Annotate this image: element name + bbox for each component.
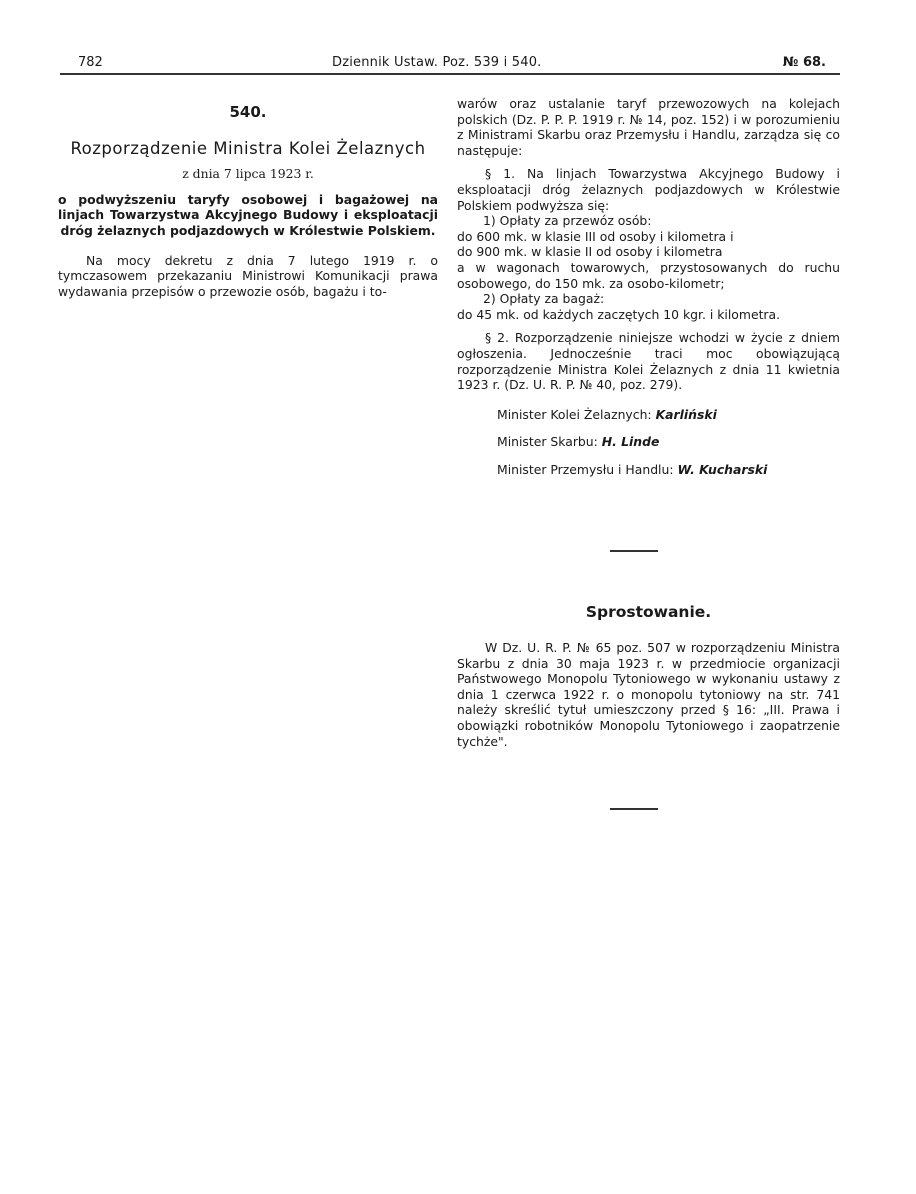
signature-2 xyxy=(457,434,840,450)
section-1-item-1-head: 1) Opłaty za przewóz osób: xyxy=(483,213,652,229)
section-1-intro: § 1. Na linjach Towarzystwa Akcyjnego Budowy i eksploatacji dróg żelaznych podjazdowych w Królestwie Polskiem podwyższa się: xyxy=(457,166,840,213)
section-1-item-1-line-3: a w wagonach towarowych, przystosowanych do ruchu osobowego, do 150 mk. za osobo-kilometr; xyxy=(457,259,840,291)
act-subject: o podwyższeniu taryfy osobowej i bagażowej na linjach Towarzystwa Akcyjnego Budowy i eksploatacji dróg żelaznych podjazdowych w Królestwie Polskiem. xyxy=(58,191,438,238)
issue-number: № 68. xyxy=(782,55,826,70)
sprostowanie-text: W Dz. U. R. P. № 65 poz. 507 w rozporządzeniu Ministra Skarbu z dnia 30 maja 1923 r. w przedmiocie organizacji Państwowego Monopolu Tytoniowego w wykonaniu ustawy z dnia 1 czerwca 1922 r. o monopolu tytoniowy na str. 741 należy skreślić tytuł umieszczony przed § 16: „III. Prawa i obowiązki robotników Monopolu Tytoniowego i zaopatrzenie tychże". xyxy=(457,640,840,749)
act-number: 540. xyxy=(229,103,267,121)
section-1-item-1-line-2: do 900 mk. w klasie II od osoby i kilometra xyxy=(457,244,723,260)
signature-3-name: W. Kucharski xyxy=(677,461,768,477)
sprostowanie-title: Sprostowanie. xyxy=(585,603,712,621)
signature-1-name: Karliński xyxy=(655,406,717,422)
section-1-item-2-head: 2) Opłaty za bagaż: xyxy=(483,291,605,307)
right-column xyxy=(457,96,840,489)
intro-continuation: warów oraz ustalanie taryf przewozowych na kolejach polskich (Dz. P. P. P. 1919 r. № 14, poz. 152) i w porozumieniu z Ministrami Skarbu oraz Przemysłu i Handlu, zarządza się co następuje: xyxy=(457,96,840,158)
page-number: 782 xyxy=(78,55,103,70)
section-separator-1 xyxy=(610,550,658,552)
section-1-item-2-line-1: do 45 mk. od każdych zaczętych 10 kgr. i kilometra. xyxy=(457,306,781,322)
page-header xyxy=(62,52,834,74)
left-column xyxy=(58,105,438,299)
section-separator-2 xyxy=(610,808,658,810)
signature-1-role: Minister Kolei Żelaznych: xyxy=(497,406,652,422)
signature-3 xyxy=(457,462,840,478)
act-date: z dnia 7 lipca 1923 r. xyxy=(182,166,314,182)
signature-1 xyxy=(457,407,840,423)
section-1-item-1-line-1: do 600 mk. w klasie III od osoby i kilometra i xyxy=(457,228,734,244)
act-title: Rozporządzenie Ministra Kolei Żelaznych xyxy=(70,138,426,158)
signature-2-name: H. Linde xyxy=(601,434,660,450)
act-intro: Na mocy dekretu z dnia 7 lutego 1919 r. o tymczasowem przekazaniu Ministrowi Komunikacji prawa wydawania przepisów o przewozie osób, bagażu i to- xyxy=(58,252,438,299)
journal-title: Dziennik Ustaw. Poz. 539 i 540. xyxy=(332,55,542,70)
header-rule xyxy=(60,73,840,75)
section-2: § 2. Rozporządzenie niniejsze wchodzi w życie z dniem ogłoszenia. Jednocześnie traci moc obowiązującą rozporządzenie Ministra Kolei Żelaznych z dnia 11 kwietnia 1923 r. (Dz. U. R. P. № 40, poz. 279). xyxy=(457,330,840,393)
sprostowanie-body xyxy=(457,640,840,749)
signature-2-role: Minister Skarbu: xyxy=(497,434,598,450)
signature-3-role: Minister Przemysłu i Handlu: xyxy=(497,461,674,477)
